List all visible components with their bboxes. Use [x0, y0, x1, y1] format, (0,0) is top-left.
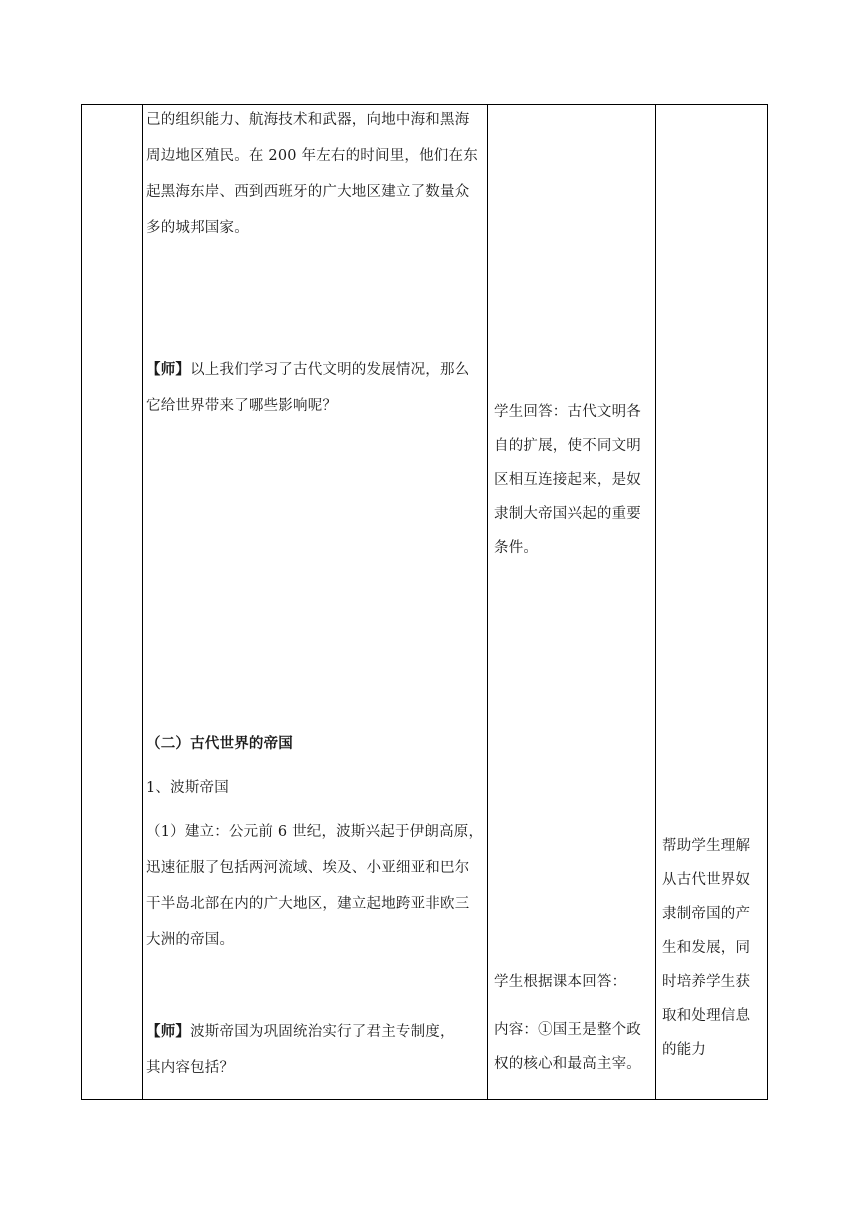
intent-line: 从古代世界奴: [662, 872, 751, 888]
student-answer-line: 隶制大帝国兴起的重要: [494, 506, 641, 522]
student-answer-line: 自的扩展，使不同文明: [494, 438, 641, 454]
student-answer-intro: 学生根据课本回答：: [494, 974, 627, 990]
teacher-question-line: 它给世界带来了哪些影响呢？: [146, 398, 338, 414]
paragraph-line: 己的组织能力、航海技术和武器，向地中海和黑海: [146, 112, 470, 128]
intent-line: 帮助学生理解: [662, 838, 751, 854]
student-answer-line: 区相互连接起来，是奴: [494, 472, 641, 488]
teacher-marker: 【师】: [146, 361, 191, 378]
sub-heading: 1、波斯帝国: [146, 780, 229, 796]
paragraph-line: 周边地区殖民。在 200 年左右的时间里，他们在东: [146, 148, 478, 164]
table-left-border: [81, 104, 82, 1100]
section-heading: （二）古代世界的帝国: [146, 735, 293, 752]
intent-line: 隶制帝国的产: [662, 906, 751, 922]
table-top-border: [81, 104, 768, 105]
teacher-marker: 【师】: [146, 1023, 191, 1040]
teacher-question-line: [146, 360, 469, 380]
question-text: 以上我们学习了古代文明的发展情况，那么: [190, 362, 470, 378]
column-divider-3: [655, 104, 656, 1100]
teacher-question-line: 其内容包括？: [146, 1060, 235, 1076]
column-divider-2: [487, 104, 488, 1100]
paragraph-line: 起黑海东岸、西到西班牙的广大地区建立了数量众: [146, 184, 470, 200]
paragraph-line: 迅速征服了包括两河流域、埃及、小亚细亚和巴尔: [146, 860, 470, 876]
paragraph-line: 大洲的帝国。: [146, 932, 235, 948]
column-divider-1: [142, 104, 143, 1100]
paragraph-line: （1）建立：公元前 6 世纪，波斯兴起于伊朗高原，: [146, 824, 484, 840]
intent-line: 时培养学生获: [662, 974, 751, 990]
student-answer-line: 条件。: [494, 540, 539, 556]
student-answer-line: 学生回答：古代文明各: [494, 404, 641, 420]
teacher-question-line: [146, 1022, 455, 1042]
table-bottom-border: [81, 1099, 768, 1100]
intent-line: 取和处理信息: [662, 1008, 751, 1024]
intent-line: 生和发展，同: [662, 940, 751, 956]
intent-line: 的能力: [662, 1042, 707, 1058]
paragraph-line: 干半岛北部在内的广大地区，建立起地跨亚非欧三: [146, 896, 470, 912]
student-answer-line: 权的核心和最高主宰。: [494, 1056, 641, 1072]
paragraph-line: 多的城邦国家。: [146, 220, 249, 236]
question-text: 波斯帝国为巩固统治实行了君主专制度，: [190, 1024, 455, 1040]
student-answer-line: 内容：①国王是整个政: [494, 1022, 641, 1038]
table-right-border: [767, 104, 768, 1100]
